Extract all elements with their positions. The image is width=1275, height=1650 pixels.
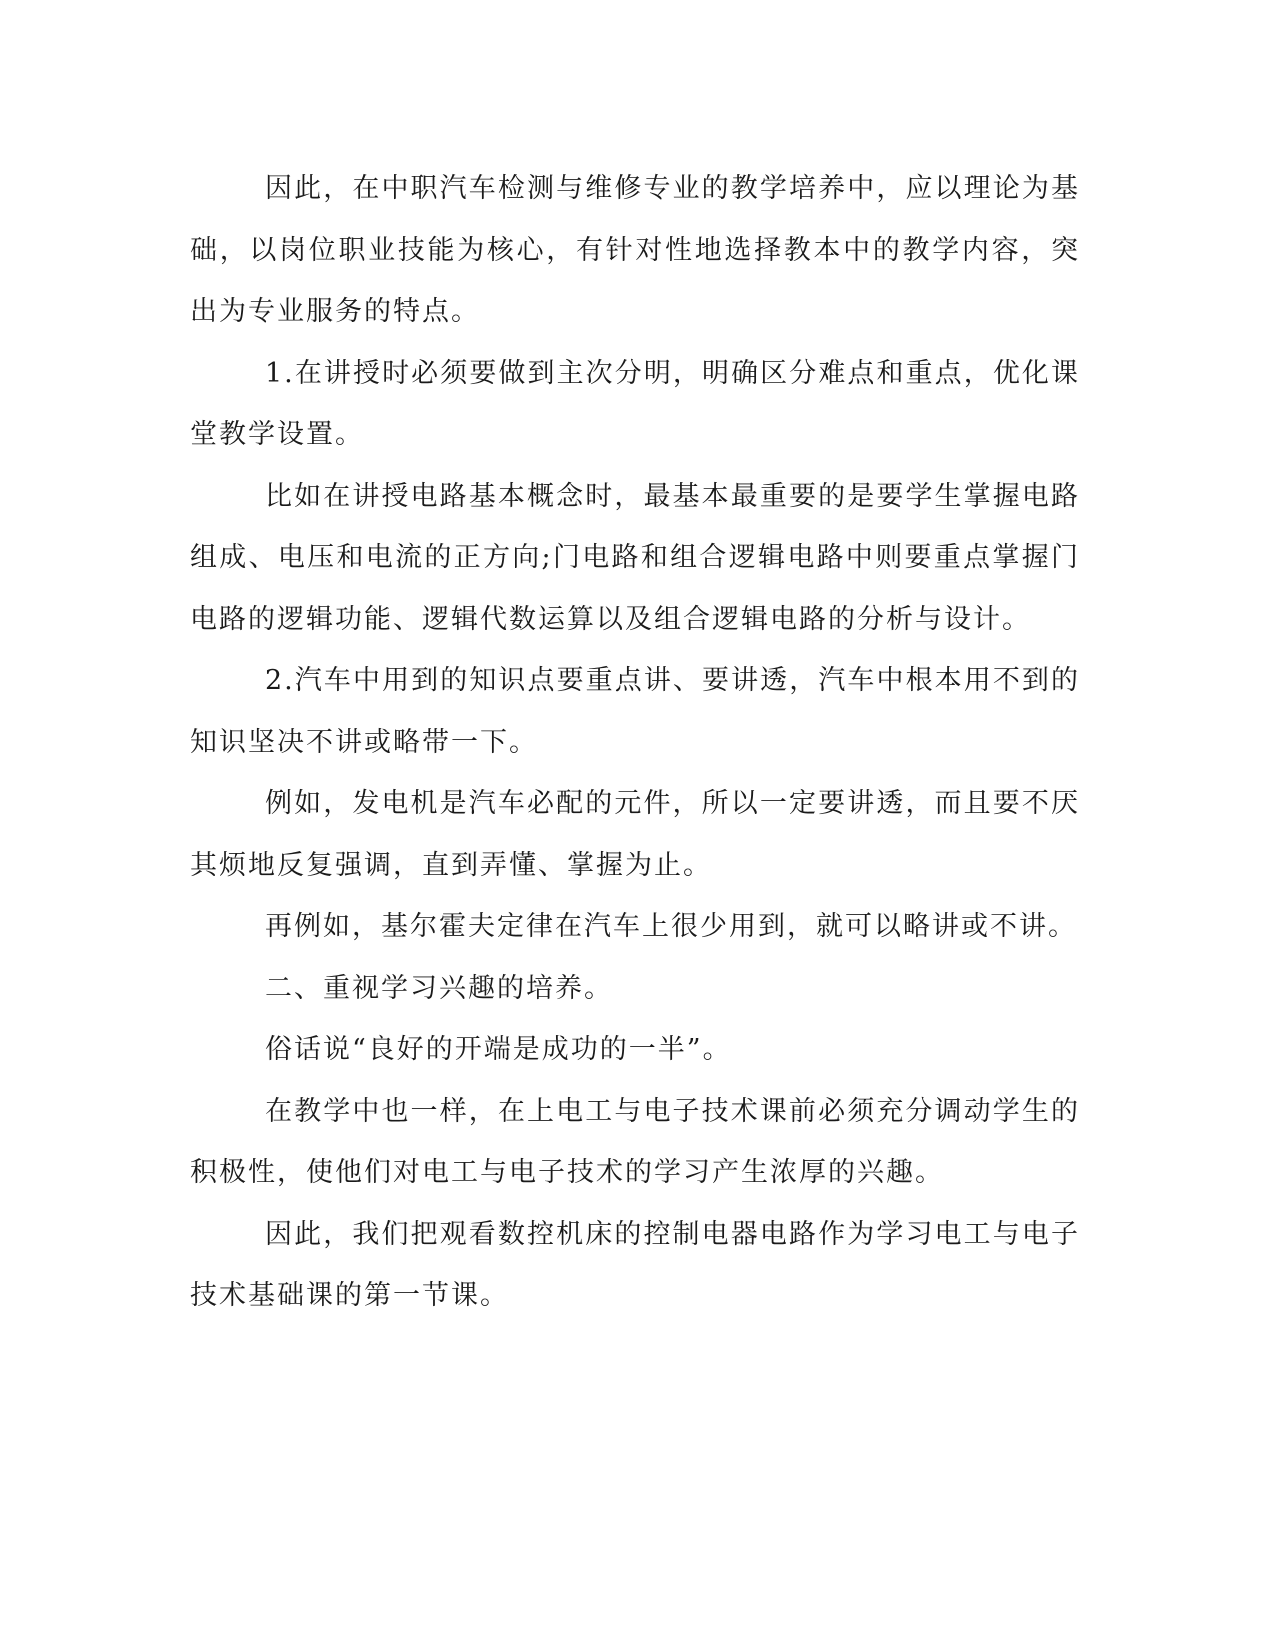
- paragraph-first-lesson: 因此，我们把观看数控机床的控制电器电路作为学习电工与电子技术基础课的第一节课。: [190, 1218, 1080, 1311]
- paragraph-point-2: 2.汽车中用到的知识点要重点讲、要讲透，汽车中根本用不到的知识坚决不讲或略带一下。: [190, 665, 1080, 758]
- paragraph-circuit-example: 比如在讲授电路基本概念时，最基本最重要的是要学生掌握电路组成、电压和电流的正方向;门电路和组合逻辑电路中则要重点掌握门电路的逻辑功能、逻辑代数运算以及组合逻辑电路的分析与设计。: [190, 480, 1080, 635]
- paragraph-proverb: 俗话说“良好的开端是成功的一半”。: [265, 1034, 732, 1065]
- paragraph-kirchhoff-example: 再例如，基尔霍夫定律在汽车上很少用到，就可以略讲或不讲。: [265, 911, 1077, 942]
- paragraph-intro: 因此，在中职汽车检测与维修专业的教学培养中，应以理论为基础，以岗位职业技能为核心，有针对性地选择教本中的教学内容，突出为专业服务的特点。: [190, 173, 1080, 327]
- document-body: [190, 158, 1080, 1327]
- section-heading-interest: 二、重视学习兴趣的培养。: [265, 972, 613, 1004]
- paragraph-generator-example: 例如，发电机是汽车必配的元件，所以一定要讲透，而且要不厌其烦地反复强调，直到弄懂、掌握为止。: [190, 788, 1080, 881]
- paragraph-teaching-interest: 在教学中也一样，在上电工与电子技术课前必须充分调动学生的积极性，使他们对电工与电子技术的学习产生浓厚的兴趣。: [190, 1095, 1080, 1188]
- paragraph-point-1: 1.在讲授时必须要做到主次分明，明确区分难点和重点，优化课堂教学设置。: [190, 357, 1080, 450]
